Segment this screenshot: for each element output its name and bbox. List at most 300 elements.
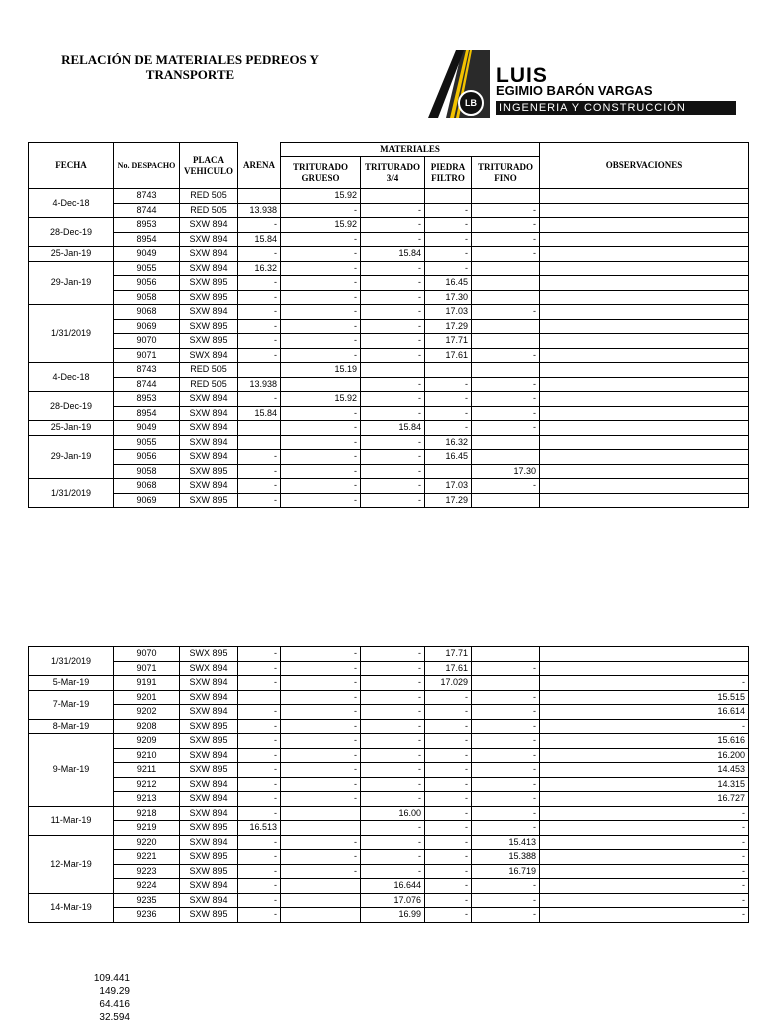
placa-cell: SWX 894 (180, 348, 238, 363)
col-triturado-34: TRITURADO 3/4 (361, 157, 425, 189)
observaciones-cell (540, 348, 749, 363)
placa-cell: SXW 895 (180, 290, 238, 305)
despacho-cell: 8744 (114, 203, 180, 218)
date-cell: 1/31/2019 (29, 647, 114, 676)
triturado-grueso-cell: - (281, 232, 361, 247)
placa-cell: SXW 894 (180, 705, 238, 720)
piedra-filtro-cell: 17.30 (425, 290, 472, 305)
observaciones-cell (540, 450, 749, 465)
despacho-cell: 9211 (114, 763, 180, 778)
despacho-cell: 8743 (114, 189, 180, 204)
triturado-34-cell (361, 363, 425, 378)
title-line-1: RELACIÓN DE MATERIALES PEDREOS Y (61, 52, 319, 67)
piedra-filtro-cell: - (425, 879, 472, 894)
date-cell: 1/31/2019 (29, 305, 114, 363)
triturado-fino-cell: - (472, 879, 540, 894)
table-row (29, 806, 749, 821)
piedra-filtro-cell (425, 189, 472, 204)
triturado-grueso-cell: - (281, 261, 361, 276)
despacho-cell: 9070 (114, 334, 180, 349)
piedra-filtro-cell: 17.29 (425, 319, 472, 334)
piedra-filtro-cell: - (425, 864, 472, 879)
placa-cell: RED 505 (180, 377, 238, 392)
observaciones-cell (540, 647, 749, 662)
placa-cell: RED 505 (180, 203, 238, 218)
triturado-34-cell: 15.84 (361, 421, 425, 436)
despacho-cell: 8953 (114, 392, 180, 407)
table-row (29, 748, 749, 763)
observaciones-cell (540, 406, 749, 421)
triturado-fino-cell: - (472, 893, 540, 908)
piedra-filtro-cell: - (425, 392, 472, 407)
arena-cell: - (238, 348, 281, 363)
monogram-badge: LB (458, 90, 484, 116)
triturado-grueso-cell: - (281, 406, 361, 421)
placa-cell: SXW 894 (180, 690, 238, 705)
despacho-cell: 9213 (114, 792, 180, 807)
table-row (29, 879, 749, 894)
piedra-filtro-cell: 16.45 (425, 450, 472, 465)
piedra-filtro-cell: - (425, 835, 472, 850)
triturado-34-cell: - (361, 319, 425, 334)
triturado-fino-cell: 15.413 (472, 835, 540, 850)
despacho-cell: 9071 (114, 661, 180, 676)
piedra-filtro-cell: 17.029 (425, 676, 472, 691)
triturado-grueso-cell: - (281, 647, 361, 662)
piedra-filtro-cell: - (425, 421, 472, 436)
arena-cell: - (238, 392, 281, 407)
placa-cell: SXW 895 (180, 864, 238, 879)
table-row (29, 450, 749, 465)
date-cell: 14-Mar-19 (29, 893, 114, 922)
despacho-cell: 9219 (114, 821, 180, 836)
triturado-grueso-cell: - (281, 276, 361, 291)
observaciones-cell (540, 276, 749, 291)
despacho-cell: 8954 (114, 232, 180, 247)
despacho-cell: 9220 (114, 835, 180, 850)
placa-cell: RED 505 (180, 363, 238, 378)
piedra-filtro-cell: 17.29 (425, 493, 472, 508)
piedra-filtro-cell: - (425, 406, 472, 421)
table-row (29, 777, 749, 792)
date-cell: 12-Mar-19 (29, 835, 114, 893)
piedra-filtro-cell: - (425, 719, 472, 734)
triturado-grueso-cell: - (281, 690, 361, 705)
observaciones-cell: - (540, 821, 749, 836)
triturado-grueso-cell: - (281, 763, 361, 778)
triturado-fino-cell: - (472, 305, 540, 320)
triturado-fino-cell: - (472, 705, 540, 720)
placa-cell: SXW 894 (180, 893, 238, 908)
col-observaciones: OBSERVACIONES (540, 143, 749, 189)
triturado-fino-cell (472, 363, 540, 378)
piedra-filtro-cell: 17.61 (425, 661, 472, 676)
logo-tagline: INGENERIA Y CONSTRUCCIÓN (496, 101, 736, 115)
triturado-fino-cell (472, 319, 540, 334)
triturado-fino-cell: - (472, 777, 540, 792)
date-cell: 1/31/2019 (29, 479, 114, 508)
table-row (29, 261, 749, 276)
arena-cell: - (238, 493, 281, 508)
arena-cell: - (238, 748, 281, 763)
arena-cell: - (238, 290, 281, 305)
placa-cell: SXW 895 (180, 821, 238, 836)
arena-cell (238, 421, 281, 436)
arena-cell: 15.84 (238, 232, 281, 247)
triturado-34-cell (361, 189, 425, 204)
triturado-grueso-cell: - (281, 676, 361, 691)
triturado-fino-cell: - (472, 821, 540, 836)
despacho-cell: 9058 (114, 290, 180, 305)
observaciones-cell: 15.616 (540, 734, 749, 749)
table-body-continued (29, 647, 749, 923)
logo-name-first: LUIS (496, 64, 548, 87)
observaciones-cell: - (540, 908, 749, 923)
arena-cell: 13.938 (238, 377, 281, 392)
triturado-34-cell: 16.99 (361, 908, 425, 923)
observaciones-cell: 16.614 (540, 705, 749, 720)
piedra-filtro-cell: - (425, 705, 472, 720)
triturado-34-cell: - (361, 334, 425, 349)
triturado-fino-cell (472, 290, 540, 305)
triturado-34-cell: - (361, 348, 425, 363)
observaciones-cell (540, 464, 749, 479)
col-despacho: No. DESPACHO (114, 143, 180, 189)
observaciones-cell (540, 305, 749, 320)
table-row (29, 479, 749, 494)
date-cell: 4-Dec-18 (29, 363, 114, 392)
piedra-filtro-cell: 17.71 (425, 334, 472, 349)
triturado-grueso-cell: - (281, 319, 361, 334)
piedra-filtro-cell: - (425, 806, 472, 821)
triturado-34-cell: - (361, 232, 425, 247)
triturado-34-cell: - (361, 647, 425, 662)
arena-cell: - (238, 450, 281, 465)
triturado-34-cell: - (361, 734, 425, 749)
table-row (29, 406, 749, 421)
arena-cell: - (238, 676, 281, 691)
page-title (40, 52, 340, 82)
triturado-34-cell: 17.076 (361, 893, 425, 908)
triturado-34-cell: - (361, 661, 425, 676)
table-row (29, 864, 749, 879)
placa-cell: SXW 895 (180, 493, 238, 508)
date-cell: 5-Mar-19 (29, 676, 114, 691)
date-cell: 25-Jan-19 (29, 247, 114, 262)
triturado-34-cell: - (361, 305, 425, 320)
table-row (29, 363, 749, 378)
arena-cell: - (238, 763, 281, 778)
table-row (29, 647, 749, 662)
despacho-cell: 9191 (114, 676, 180, 691)
triturado-34-cell: - (361, 777, 425, 792)
piedra-filtro-cell: 16.45 (425, 276, 472, 291)
placa-cell: SXW 895 (180, 464, 238, 479)
piedra-filtro-cell: - (425, 261, 472, 276)
total-value: 32.594 (99, 1012, 130, 1023)
triturado-grueso-cell (281, 806, 361, 821)
triturado-grueso-cell: - (281, 719, 361, 734)
table-row (29, 821, 749, 836)
piedra-filtro-cell: - (425, 218, 472, 233)
placa-cell: SXW 894 (180, 406, 238, 421)
despacho-cell: 9056 (114, 450, 180, 465)
arena-cell: - (238, 319, 281, 334)
table-row (29, 377, 749, 392)
company-logo (428, 50, 740, 118)
despacho-cell: 8743 (114, 363, 180, 378)
despacho-cell: 9049 (114, 247, 180, 262)
triturado-fino-cell: - (472, 792, 540, 807)
triturado-grueso-cell: - (281, 479, 361, 494)
table-row (29, 392, 749, 407)
triturado-grueso-cell: - (281, 734, 361, 749)
placa-cell: SXW 894 (180, 261, 238, 276)
arena-cell (238, 363, 281, 378)
placa-cell: SXW 894 (180, 421, 238, 436)
triturado-34-cell: - (361, 864, 425, 879)
piedra-filtro-cell: 17.71 (425, 647, 472, 662)
triturado-34-cell: - (361, 719, 425, 734)
triturado-fino-cell: - (472, 763, 540, 778)
despacho-cell: 9069 (114, 319, 180, 334)
triturado-grueso-cell: - (281, 435, 361, 450)
table-row (29, 435, 749, 450)
arena-cell: - (238, 479, 281, 494)
piedra-filtro-cell: - (425, 792, 472, 807)
piedra-filtro-cell: 17.61 (425, 348, 472, 363)
triturado-34-cell: - (361, 690, 425, 705)
triturado-34-cell: - (361, 850, 425, 865)
piedra-filtro-cell: - (425, 821, 472, 836)
triturado-34-cell: - (361, 493, 425, 508)
table-row (29, 247, 749, 262)
observaciones-cell (540, 334, 749, 349)
triturado-grueso-cell: - (281, 748, 361, 763)
col-materiales: MATERIALES (281, 143, 540, 157)
triturado-fino-cell (472, 334, 540, 349)
triturado-fino-cell: - (472, 406, 540, 421)
despacho-cell: 9049 (114, 421, 180, 436)
table-row (29, 421, 749, 436)
despacho-cell: 9069 (114, 493, 180, 508)
placa-cell: SXW 894 (180, 806, 238, 821)
triturado-fino-cell: - (472, 908, 540, 923)
date-cell: 28-Dec-19 (29, 392, 114, 421)
total-value: 64.416 (99, 999, 130, 1010)
placa-cell: SXW 894 (180, 392, 238, 407)
triturado-fino-cell: - (472, 421, 540, 436)
triturado-grueso-cell: - (281, 792, 361, 807)
observaciones-cell: - (540, 850, 749, 865)
piedra-filtro-cell: - (425, 908, 472, 923)
observaciones-cell (540, 392, 749, 407)
triturado-34-cell: - (361, 479, 425, 494)
arena-cell: - (238, 647, 281, 662)
placa-cell: SWX 894 (180, 661, 238, 676)
triturado-34-cell: - (361, 705, 425, 720)
triturado-fino-cell (472, 647, 540, 662)
observaciones-cell (540, 203, 749, 218)
placa-cell: SXW 894 (180, 305, 238, 320)
triturado-34-cell: - (361, 406, 425, 421)
arena-cell: - (238, 705, 281, 720)
triturado-grueso-cell: - (281, 305, 361, 320)
observaciones-cell (540, 435, 749, 450)
despacho-cell: 8953 (114, 218, 180, 233)
observaciones-cell: - (540, 719, 749, 734)
placa-cell: SXW 894 (180, 835, 238, 850)
observaciones-cell (540, 661, 749, 676)
placa-cell: SXW 894 (180, 748, 238, 763)
observaciones-cell (540, 479, 749, 494)
piedra-filtro-cell: - (425, 748, 472, 763)
triturado-fino-cell: - (472, 377, 540, 392)
arena-cell: - (238, 734, 281, 749)
triturado-grueso-cell (281, 908, 361, 923)
triturado-grueso-cell (281, 377, 361, 392)
triturado-fino-cell: 17.30 (472, 464, 540, 479)
placa-cell: SXW 894 (180, 792, 238, 807)
placa-cell: SXW 895 (180, 763, 238, 778)
triturado-grueso-cell: - (281, 203, 361, 218)
piedra-filtro-cell: - (425, 777, 472, 792)
table-row (29, 705, 749, 720)
triturado-fino-cell (472, 189, 540, 204)
triturado-fino-cell (472, 676, 540, 691)
triturado-fino-cell (472, 435, 540, 450)
triturado-34-cell: 15.84 (361, 247, 425, 262)
piedra-filtro-cell: - (425, 734, 472, 749)
observaciones-cell (540, 377, 749, 392)
col-piedra-filtro: PIEDRA FILTRO (425, 157, 472, 189)
table-row (29, 763, 749, 778)
despacho-cell: 9208 (114, 719, 180, 734)
despacho-cell: 9056 (114, 276, 180, 291)
arena-cell (238, 189, 281, 204)
triturado-fino-cell: - (472, 232, 540, 247)
piedra-filtro-cell: - (425, 850, 472, 865)
col-placa: PLACA VEHICULO (180, 143, 238, 189)
despacho-cell: 8744 (114, 377, 180, 392)
triturado-34-cell: - (361, 676, 425, 691)
piedra-filtro-cell: 17.03 (425, 479, 472, 494)
triturado-fino-cell: - (472, 748, 540, 763)
triturado-grueso-cell: - (281, 705, 361, 720)
despacho-cell: 9055 (114, 435, 180, 450)
arena-cell: - (238, 464, 281, 479)
observaciones-cell: - (540, 835, 749, 850)
table-row (29, 464, 749, 479)
despacho-cell: 9058 (114, 464, 180, 479)
observaciones-cell (540, 290, 749, 305)
date-cell: 11-Mar-19 (29, 806, 114, 835)
arena-cell: - (238, 218, 281, 233)
piedra-filtro-cell: - (425, 893, 472, 908)
arena-cell: - (238, 864, 281, 879)
triturado-grueso-cell: 15.19 (281, 363, 361, 378)
placa-cell: SXW 894 (180, 450, 238, 465)
materials-table-continued (28, 646, 749, 923)
triturado-grueso-cell: - (281, 493, 361, 508)
triturado-34-cell: - (361, 290, 425, 305)
arena-cell: - (238, 276, 281, 291)
triturado-fino-cell: - (472, 734, 540, 749)
table-row (29, 835, 749, 850)
observaciones-cell: 16.200 (540, 748, 749, 763)
triturado-grueso-cell: - (281, 777, 361, 792)
triturado-fino-cell: - (472, 661, 540, 676)
table-row (29, 290, 749, 305)
triturado-fino-cell: - (472, 719, 540, 734)
triturado-grueso-cell (281, 821, 361, 836)
piedra-filtro-cell: - (425, 763, 472, 778)
placa-cell: SXW 894 (180, 879, 238, 894)
arena-cell: 16.32 (238, 261, 281, 276)
despacho-cell: 9201 (114, 690, 180, 705)
observaciones-cell (540, 189, 749, 204)
observaciones-cell: 15.515 (540, 690, 749, 705)
placa-cell: SXW 894 (180, 435, 238, 450)
col-triturado-grueso: TRITURADO GRUESO (281, 157, 361, 189)
placa-cell: SXW 895 (180, 734, 238, 749)
arena-cell: - (238, 334, 281, 349)
table-row (29, 493, 749, 508)
placa-cell: SXW 894 (180, 232, 238, 247)
despacho-cell: 9071 (114, 348, 180, 363)
observaciones-cell: - (540, 879, 749, 894)
triturado-34-cell: - (361, 276, 425, 291)
triturado-34-cell: - (361, 835, 425, 850)
triturado-34-cell: - (361, 218, 425, 233)
placa-cell: SWX 895 (180, 647, 238, 662)
triturado-34-cell: 16.00 (361, 806, 425, 821)
despacho-cell: 9236 (114, 908, 180, 923)
despacho-cell: 9209 (114, 734, 180, 749)
placa-cell: SXW 894 (180, 676, 238, 691)
placa-cell: SXW 894 (180, 479, 238, 494)
arena-cell: - (238, 305, 281, 320)
observaciones-cell: 14.453 (540, 763, 749, 778)
triturado-fino-cell (472, 493, 540, 508)
despacho-cell: 9202 (114, 705, 180, 720)
triturado-34-cell: - (361, 748, 425, 763)
triturado-grueso-cell: - (281, 290, 361, 305)
placa-cell: SXW 895 (180, 719, 238, 734)
table-row (29, 850, 749, 865)
triturado-grueso-cell: - (281, 464, 361, 479)
table-row (29, 218, 749, 233)
observaciones-cell (540, 319, 749, 334)
piedra-filtro-cell: - (425, 690, 472, 705)
arena-cell: 15.84 (238, 406, 281, 421)
table-row (29, 319, 749, 334)
arena-cell: 13.938 (238, 203, 281, 218)
piedra-filtro-cell: - (425, 203, 472, 218)
placa-cell: SXW 895 (180, 908, 238, 923)
piedra-filtro-cell (425, 363, 472, 378)
triturado-fino-cell: - (472, 348, 540, 363)
totals-list (60, 972, 130, 1024)
placa-cell: RED 505 (180, 189, 238, 204)
observaciones-cell (540, 261, 749, 276)
col-arena: ARENA (238, 143, 281, 189)
triturado-34-cell: - (361, 763, 425, 778)
table-row (29, 792, 749, 807)
triturado-grueso-cell (281, 893, 361, 908)
observaciones-cell (540, 232, 749, 247)
triturado-fino-cell: 16.719 (472, 864, 540, 879)
